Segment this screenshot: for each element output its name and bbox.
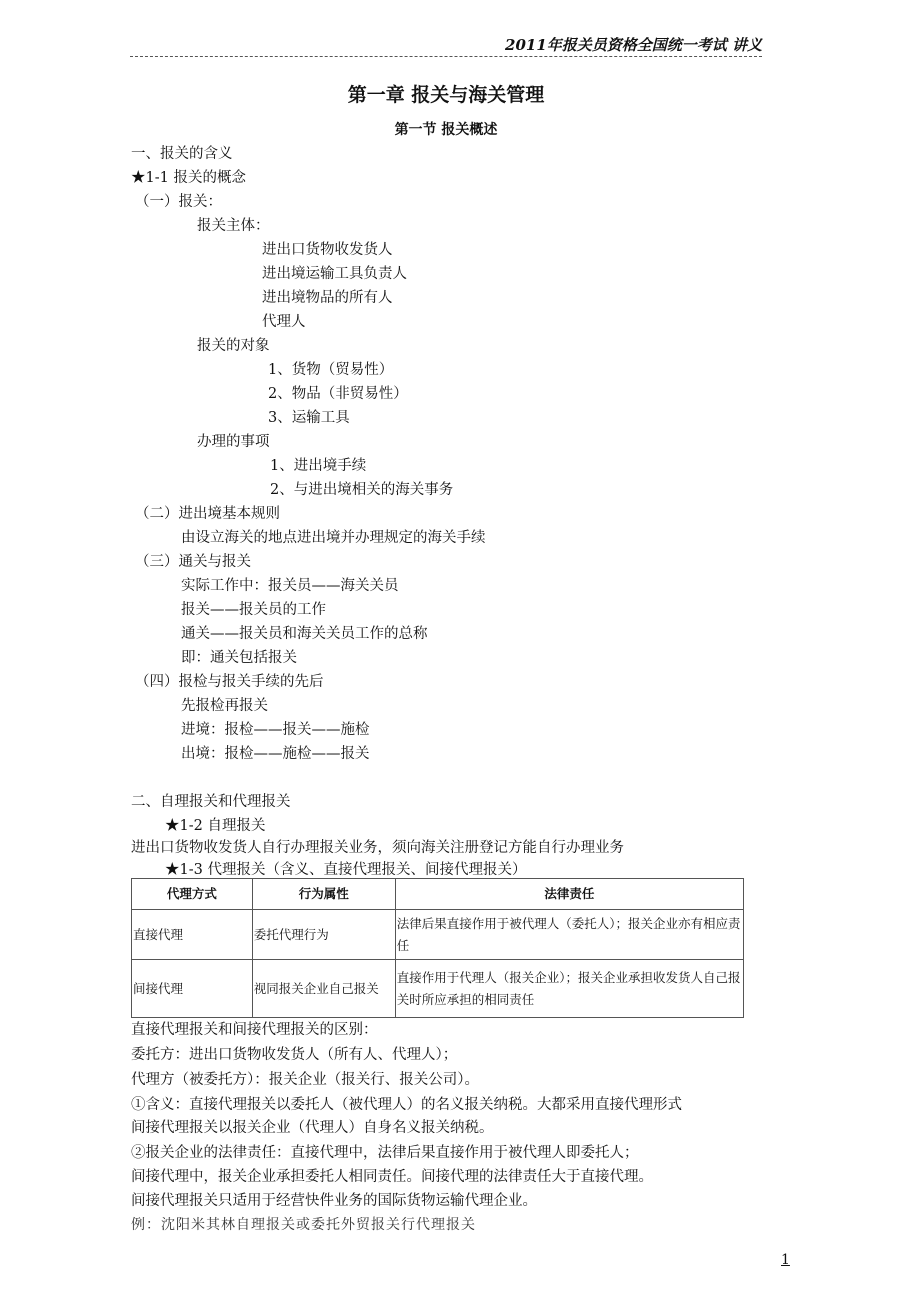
outline-line: 出境：报检——施检——报关 <box>181 746 370 762</box>
outline-line: ★1-3 代理报关（含义、直接代理报关、间接代理报关） <box>165 862 527 878</box>
header-divider <box>130 56 762 57</box>
table-cell: 直接代理 <box>132 910 253 960</box>
outline-line: 办理的事项 <box>197 434 270 450</box>
outline-line: 即：通关包括报关 <box>181 650 297 666</box>
table-header-cell: 法律责任 <box>395 879 743 910</box>
outline-line: 报关——报关员的工作 <box>181 602 326 618</box>
outline-line: 一、报关的含义 <box>131 146 233 162</box>
example-line: 例：沈阳米其林自理报关或委托外贸报关行代理报关 <box>131 1217 476 1233</box>
outline-line: （四）报检与报关手续的先后 <box>135 674 324 690</box>
outline-line: 1、进出境手续 <box>270 458 367 474</box>
outline-line: （三）通关与报关 <box>135 554 251 570</box>
outline-line: 进出口货物收发货人自行办理报关业务，须向海关注册登记方能自行办理业务 <box>131 840 624 856</box>
table-header-cell: 行为属性 <box>252 879 395 910</box>
table-cell: 视同报关企业自己报关 <box>252 960 395 1018</box>
outline-line: 实际工作中：报关员——海关关员 <box>181 578 399 594</box>
table-cell: 直接作用于代理人（报关企业）；报关企业承担收发货人自己报关时所应承担的相同责任 <box>395 960 743 1018</box>
paragraph: 代理方（被委托方）：报关企业（报关行、报关公司）。 <box>131 1072 479 1088</box>
table-cell: 间接代理 <box>132 960 253 1018</box>
table-row <box>132 960 744 1018</box>
paragraph: 直接代理报关和间接代理报关的区别： <box>131 1022 378 1038</box>
table-row <box>132 910 744 960</box>
outline-line: 二、自理报关和代理报关 <box>131 794 291 810</box>
paragraph: 间接代理中，报关企业承担委托人相同责任。间接代理的法律责任大于直接代理。 <box>131 1169 653 1185</box>
outline-line: 报关主体： <box>197 218 270 234</box>
outline-line: ★1-1 报关的概念 <box>131 170 246 186</box>
outline-line: （二）进出境基本规则 <box>135 506 280 522</box>
outline-line: 由设立海关的地点进出境并办理规定的海关手续 <box>181 530 486 546</box>
paragraph: 间接代理报关只适用于经营快件业务的国际货物运输代理企业。 <box>131 1193 537 1209</box>
outline-line: 进出境物品的所有人 <box>262 290 393 306</box>
chapter-title: 第一章 报关与海关管理 <box>347 84 545 106</box>
outline-line: 通关——报关员和海关关员工作的总称 <box>181 626 428 642</box>
section-title: 第一节 报关概述 <box>394 122 498 138</box>
table-header-row <box>132 879 744 910</box>
paragraph: ①含义：直接代理报关以委托人（被代理人）的名义报关纳税。大都采用直接代理形式 <box>131 1097 682 1113</box>
outline-line: 报关的对象 <box>197 338 270 354</box>
table-header-cell: 代理方式 <box>132 879 253 910</box>
outline-line: 1、货物（贸易性） <box>268 362 394 378</box>
outline-line: 进出境运输工具负责人 <box>262 266 407 282</box>
table-cell: 委托代理行为 <box>252 910 395 960</box>
outline-line: 进出口货物收发货人 <box>262 242 393 258</box>
outline-line: （一）报关： <box>135 194 222 210</box>
page-number: 1 <box>781 1252 790 1268</box>
outline-line: 先报检再报关 <box>181 698 268 714</box>
outline-line: 进境：报检——报关——施检 <box>181 722 370 738</box>
outline-line: 代理人 <box>262 314 306 330</box>
table-cell: 法律后果直接作用于被代理人（委托人）；报关企业亦有相应责任 <box>395 910 743 960</box>
paragraph: 间接代理报关以报关企业（代理人）自身名义报关纳税。 <box>131 1120 494 1136</box>
paragraph: 委托方：进出口货物收发货人（所有人、代理人）； <box>131 1047 458 1063</box>
outline-line: 2、物品（非贸易性） <box>268 386 408 402</box>
agency-comparison-table <box>131 878 744 1018</box>
paragraph: ②报关企业的法律责任：直接代理中，法律后果直接作用于被代理人即委托人； <box>131 1145 639 1161</box>
outline-line: ★1-2 自理报关 <box>165 818 266 834</box>
outline-line: 2、与进出境相关的海关事务 <box>270 482 454 498</box>
page-header-title: 2011年报关员资格全国统一考试 讲义 <box>505 36 762 54</box>
outline-line: 3、运输工具 <box>268 410 350 426</box>
